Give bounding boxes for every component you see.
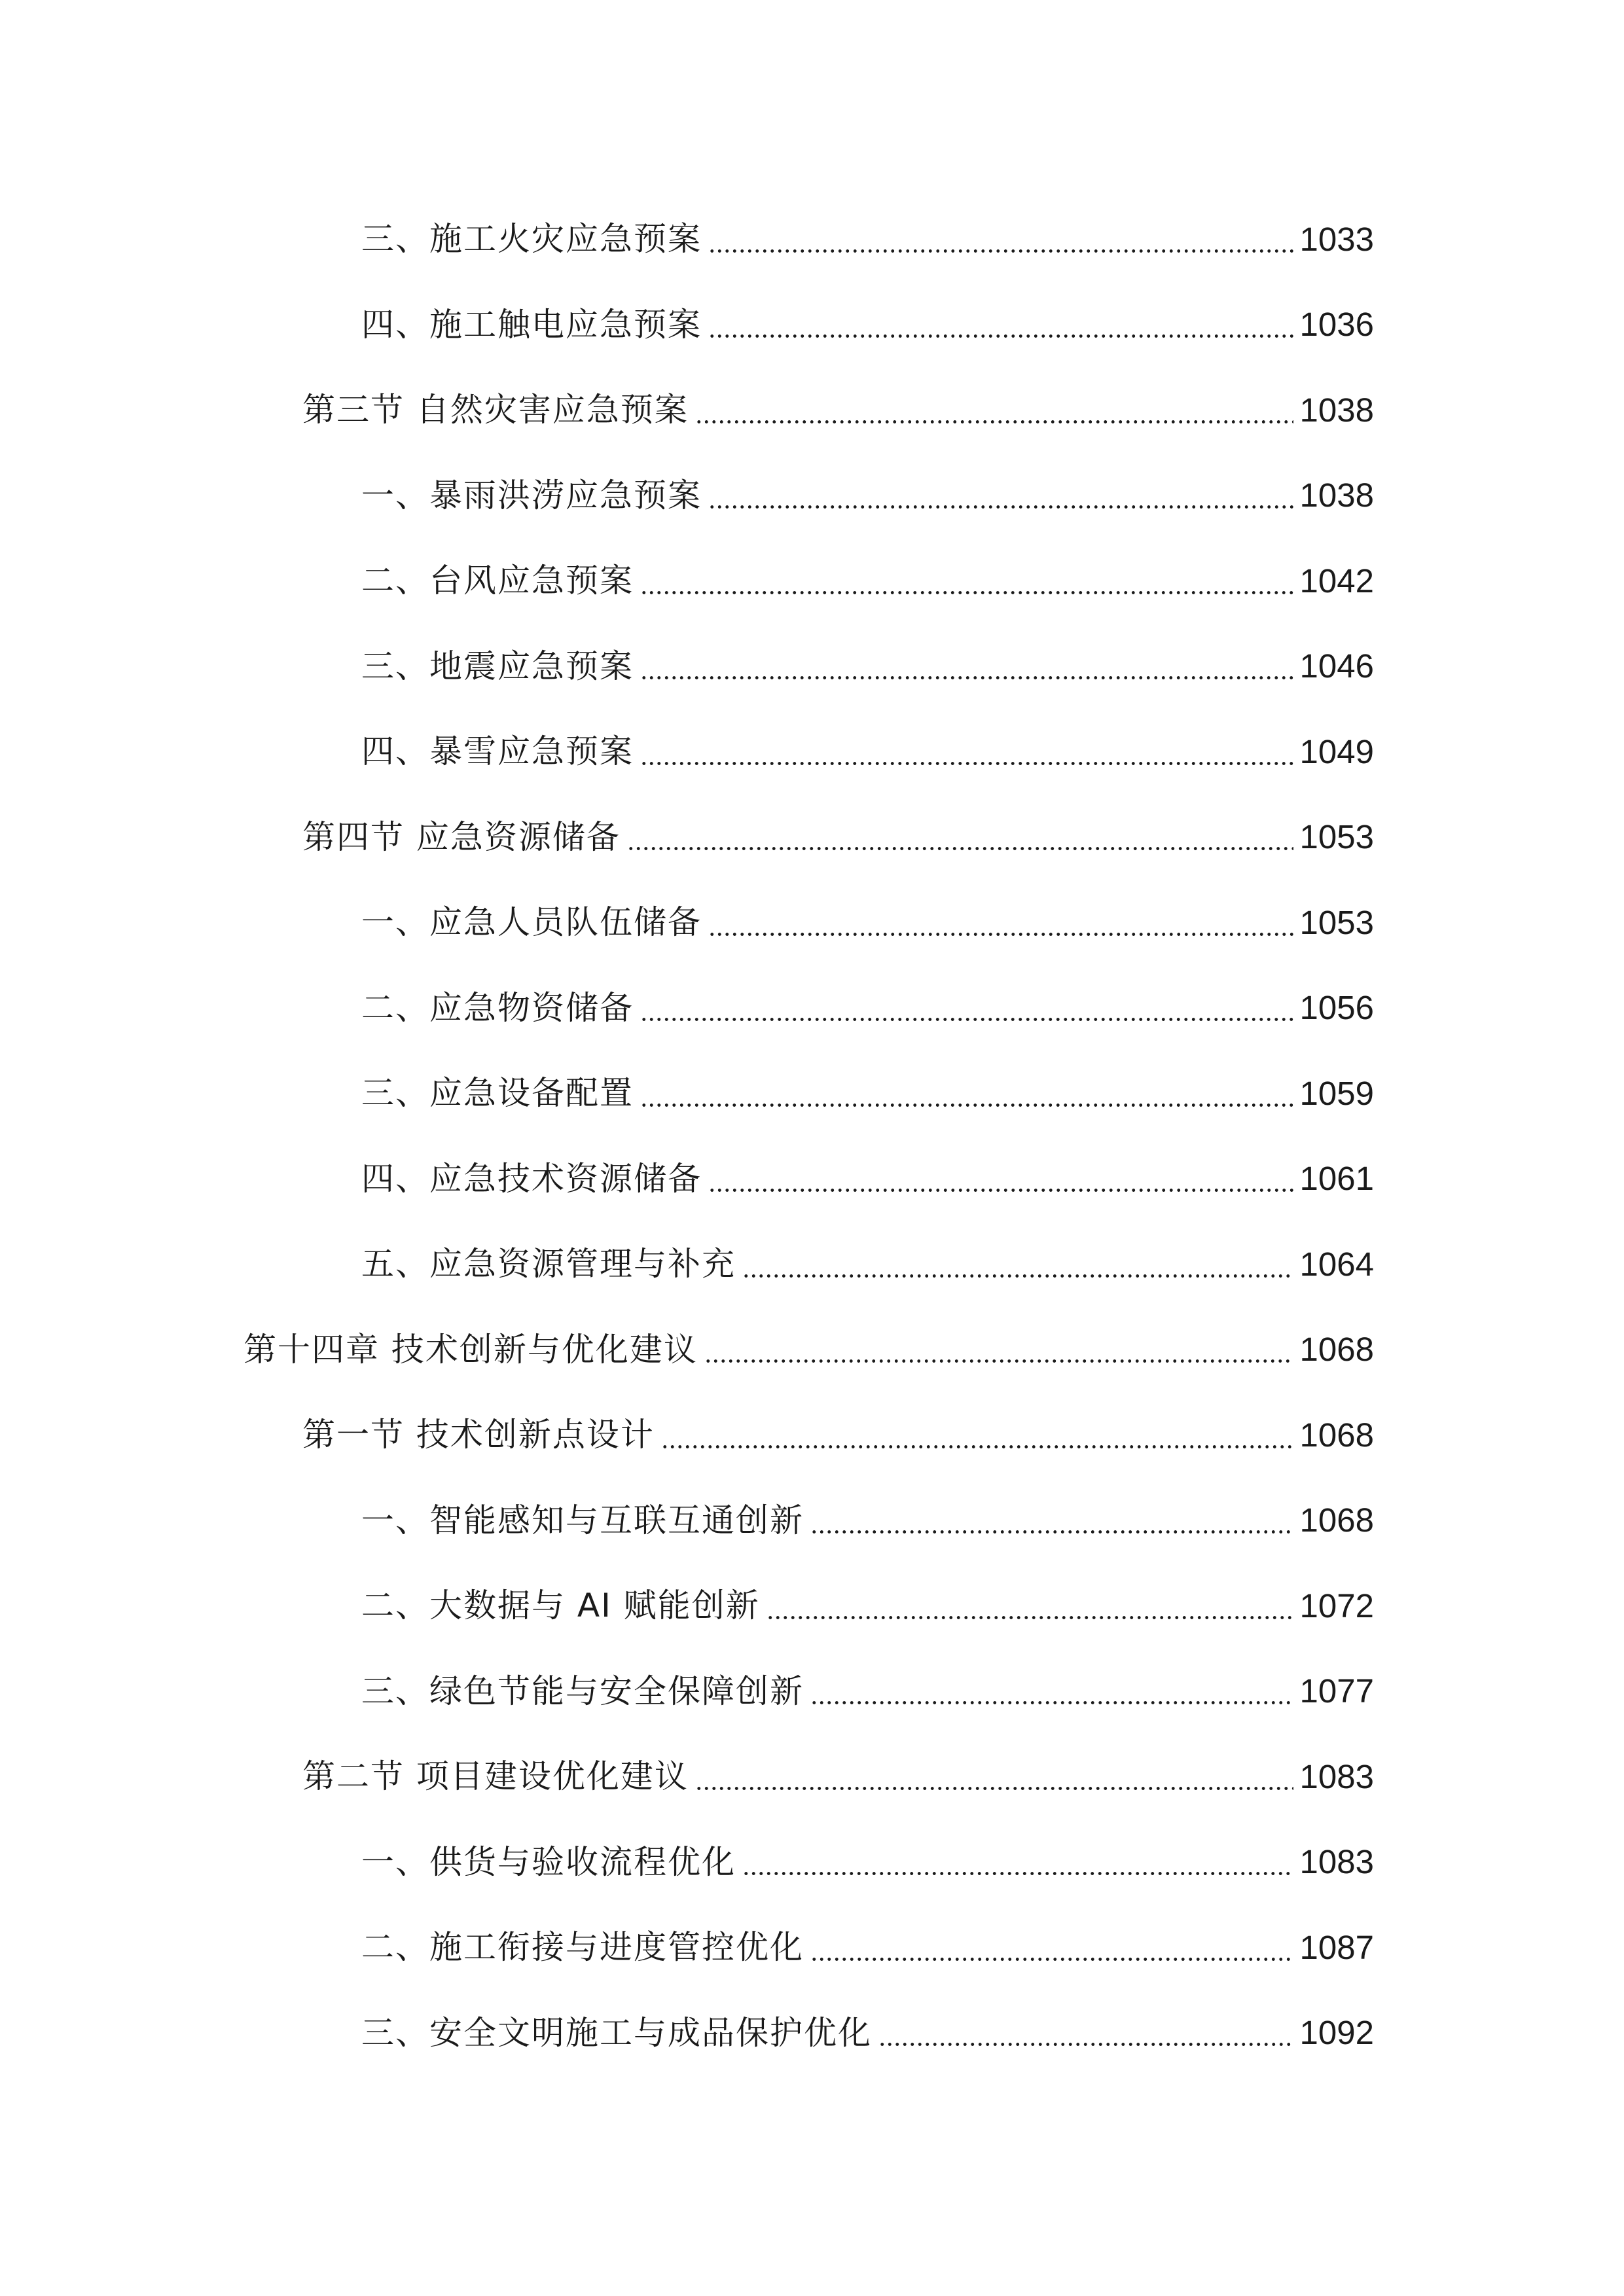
toc-entry-title: 第四节 应急资源储备	[302, 817, 621, 856]
toc-entry[interactable]	[0, 1478, 1624, 1564]
toc-entry-title: 一、供货与验收流程优化	[361, 1842, 736, 1881]
toc-entry-title: 四、应急技术资源储备	[361, 1159, 702, 1198]
toc-entry[interactable]	[0, 538, 1624, 624]
toc-page-number: 1042	[1299, 562, 1374, 600]
dot-leader	[708, 933, 1293, 936]
toc-page-number: 1053	[1299, 903, 1374, 941]
dot-leader	[661, 1445, 1293, 1448]
table-of-contents	[0, 196, 1624, 2075]
toc-entry[interactable]	[0, 624, 1624, 709]
dot-leader	[708, 505, 1293, 509]
dot-leader	[708, 334, 1293, 338]
toc-entry-title: 四、暴雪应急预案	[361, 732, 634, 771]
toc-entry[interactable]	[0, 1990, 1624, 2076]
toc-page-number: 1068	[1299, 1501, 1374, 1539]
toc-page-number: 1083	[1299, 1843, 1374, 1881]
toc-entry-title: 第十四章 技术创新与优化建议	[244, 1330, 698, 1369]
dot-leader	[695, 420, 1293, 423]
toc-entry-title: 二、台风应急预案	[361, 562, 634, 600]
toc-entry[interactable]	[0, 1820, 1624, 1905]
dot-leader	[742, 1872, 1293, 1875]
toc-page-number: 1083	[1299, 1757, 1374, 1795]
toc-entry-title: 第三节 自然灾害应急预案	[302, 391, 689, 429]
toc-entry[interactable]	[0, 1307, 1624, 1393]
toc-entry-title: 三、安全文明施工与成品保护优化	[361, 2013, 872, 2052]
toc-entry[interactable]	[0, 965, 1624, 1051]
toc-page-number: 1036	[1299, 306, 1374, 344]
toc-entry-title: 二、应急物资储备	[361, 988, 634, 1027]
toc-page-number: 1038	[1299, 391, 1374, 429]
toc-page-number: 1046	[1299, 647, 1374, 685]
dot-leader	[810, 1958, 1293, 1961]
dot-leader	[640, 676, 1293, 679]
toc-page-number: 1072	[1299, 1587, 1374, 1624]
toc-entry[interactable]	[0, 196, 1624, 282]
toc-entry[interactable]	[0, 1649, 1624, 1734]
dot-leader	[704, 1359, 1293, 1363]
toc-entry-title: 三、施工火灾应急预案	[361, 220, 702, 259]
dot-leader	[878, 2043, 1293, 2046]
toc-page-number: 1059	[1299, 1074, 1374, 1112]
toc-page-number: 1056	[1299, 989, 1374, 1027]
toc-entry-title: 一、智能感知与互联互通创新	[361, 1501, 804, 1539]
dot-leader	[708, 1189, 1293, 1192]
toc-entry[interactable]	[0, 282, 1624, 368]
dot-leader	[708, 249, 1293, 253]
dot-leader	[640, 1018, 1293, 1021]
toc-entry[interactable]	[0, 1050, 1624, 1136]
toc-entry[interactable]	[0, 367, 1624, 453]
toc-page-number: 1038	[1299, 476, 1374, 514]
toc-page-number: 1068	[1299, 1331, 1374, 1369]
dot-leader	[810, 1530, 1293, 1534]
toc-entry-title: 三、绿色节能与安全保障创新	[361, 1672, 804, 1710]
toc-entry-title: 第一节 技术创新点设计	[302, 1416, 655, 1454]
toc-page-number: 1064	[1299, 1245, 1374, 1283]
dot-leader	[640, 762, 1293, 765]
toc-entry[interactable]	[0, 1734, 1624, 1820]
toc-entry[interactable]	[0, 453, 1624, 539]
toc-entry-title: 一、暴雨洪涝应急预案	[361, 476, 702, 514]
toc-page-number: 1087	[1299, 1928, 1374, 1966]
toc-entry-title: 第二节 项目建设优化建议	[302, 1757, 689, 1796]
dot-leader	[742, 1274, 1293, 1278]
toc-entry-title: 三、应急设备配置	[361, 1074, 634, 1113]
toc-entry-title: 二、大数据与 AI 赋能创新	[361, 1587, 760, 1625]
toc-entry-title: 五、应急资源管理与补充	[361, 1245, 736, 1283]
toc-page-number: 1053	[1299, 818, 1374, 856]
toc-entry-title: 三、地震应急预案	[361, 647, 634, 685]
dot-leader	[810, 1701, 1293, 1704]
toc-page-number: 1049	[1299, 732, 1374, 770]
toc-page-number: 1033	[1299, 220, 1374, 258]
toc-page-number: 1068	[1299, 1416, 1374, 1454]
toc-page-number: 1077	[1299, 1672, 1374, 1710]
toc-entry[interactable]	[0, 1905, 1624, 1990]
dot-leader	[627, 847, 1293, 850]
toc-entry-title: 一、应急人员队伍储备	[361, 903, 702, 942]
toc-entry[interactable]	[0, 1221, 1624, 1307]
dot-leader	[640, 591, 1293, 594]
toc-page-number: 1092	[1299, 2014, 1374, 2052]
toc-entry[interactable]	[0, 709, 1624, 795]
toc-page-number: 1061	[1299, 1160, 1374, 1198]
toc-entry[interactable]	[0, 1563, 1624, 1649]
dot-leader	[640, 1103, 1293, 1107]
toc-entry[interactable]	[0, 795, 1624, 880]
dot-leader	[695, 1787, 1293, 1790]
toc-entry[interactable]	[0, 1392, 1624, 1478]
toc-entry[interactable]	[0, 1136, 1624, 1222]
dot-leader	[767, 1616, 1293, 1619]
toc-entry-title: 二、施工衔接与进度管控优化	[361, 1928, 804, 1967]
toc-entry[interactable]	[0, 880, 1624, 965]
toc-entry-title: 四、施工触电应急预案	[361, 305, 702, 344]
